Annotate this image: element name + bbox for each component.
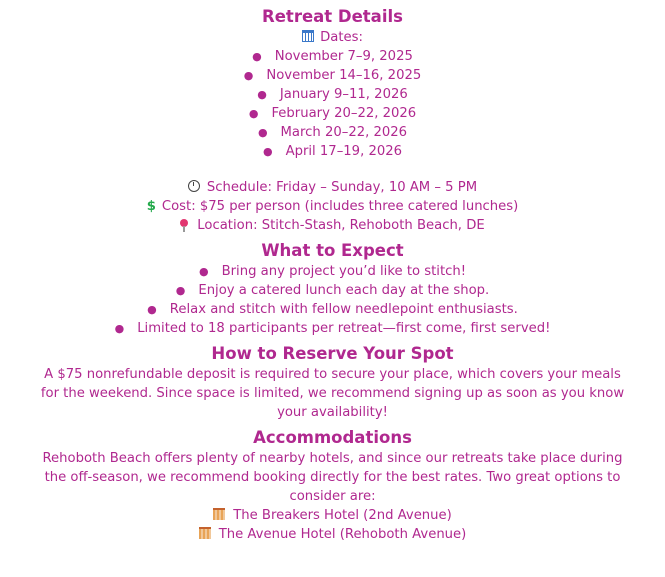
hotel-icon — [199, 527, 211, 539]
dates-label: Dates: — [320, 30, 363, 45]
list-item — [0, 142, 665, 161]
date-item: April 17–19, 2026 — [285, 144, 403, 159]
bullet-icon: ● — [114, 322, 125, 335]
list-item — [0, 47, 665, 66]
accommodations-text: Rehoboth Beach offers plenty of nearby hotels, and since our retreats take place during the off-season, we recommend booking directly for the best rates. Two great options to consider are: — [42, 451, 623, 504]
expect-list — [0, 262, 665, 338]
bullet-icon: ● — [257, 126, 268, 139]
hotel-item — [0, 506, 665, 525]
list-item — [0, 123, 665, 142]
calendar-icon — [302, 30, 314, 42]
date-item: January 9–11, 2026 — [279, 87, 408, 102]
location-line — [0, 216, 665, 235]
list-item — [0, 85, 665, 104]
dollar-icon: $ — [146, 199, 156, 214]
dates-list — [0, 47, 665, 161]
list-item — [0, 66, 665, 85]
hotel-name: The Avenue Hotel (Rehoboth Avenue) — [218, 527, 467, 542]
expect-item: Enjoy a catered lunch each day at the shop. — [198, 283, 490, 298]
bullet-icon: ● — [252, 50, 262, 63]
expect-item: Bring any project you’d like to stitch! — [221, 264, 467, 279]
schedule-text: Schedule: Friday – Sunday, 10 AM – 5 PM — [206, 180, 478, 195]
list-item — [0, 300, 665, 319]
location-text: Location: Stitch-Stash, Rehoboth Beach, DE — [197, 218, 485, 233]
bullet-icon: ● — [248, 107, 259, 120]
reserve-heading: How to Reserve Your Spot — [211, 344, 454, 363]
accommodations-heading: Accommodations — [253, 428, 412, 447]
schedule-line — [0, 178, 665, 197]
date-item: February 20–22, 2026 — [271, 106, 417, 121]
cost-line — [0, 197, 665, 216]
what-to-expect-heading: What to Expect — [261, 241, 404, 260]
list-item — [0, 262, 665, 281]
expect-item: Limited to 18 participants per retreat—first come, first served! — [137, 321, 551, 336]
hotel-icon — [213, 508, 225, 520]
date-item: March 20–22, 2026 — [280, 125, 408, 140]
reserve-text: A $75 nonrefundable deposit is required to secure your place, which covers your meals for the weekend. Since space is limited, we recommend signing up as soon as you know your availability! — [40, 367, 625, 420]
date-item: November 7–9, 2025 — [274, 49, 413, 64]
list-item — [0, 104, 665, 123]
list-item — [0, 319, 665, 338]
list-item — [0, 281, 665, 300]
hotel-name: The Breakers Hotel (2nd Avenue) — [233, 508, 452, 523]
bullet-icon: ● — [175, 284, 186, 297]
bullet-icon: ● — [147, 303, 157, 316]
bullet-icon: ● — [243, 69, 254, 82]
retreat-details-heading: Retreat Details — [262, 7, 403, 26]
hotel-item — [0, 525, 665, 544]
clock-icon — [188, 180, 200, 192]
bullet-icon: ● — [198, 265, 209, 278]
pushpin-icon — [180, 219, 188, 227]
bullet-icon: ● — [257, 88, 267, 101]
dates-line — [0, 28, 665, 47]
expect-item: Relax and stitch with fellow needlepoint enthusiasts. — [169, 302, 518, 317]
date-item: November 14–16, 2025 — [266, 68, 422, 83]
bullet-icon: ● — [262, 145, 273, 158]
cost-text: Cost: $75 per person (includes three catered lunches) — [161, 199, 519, 214]
